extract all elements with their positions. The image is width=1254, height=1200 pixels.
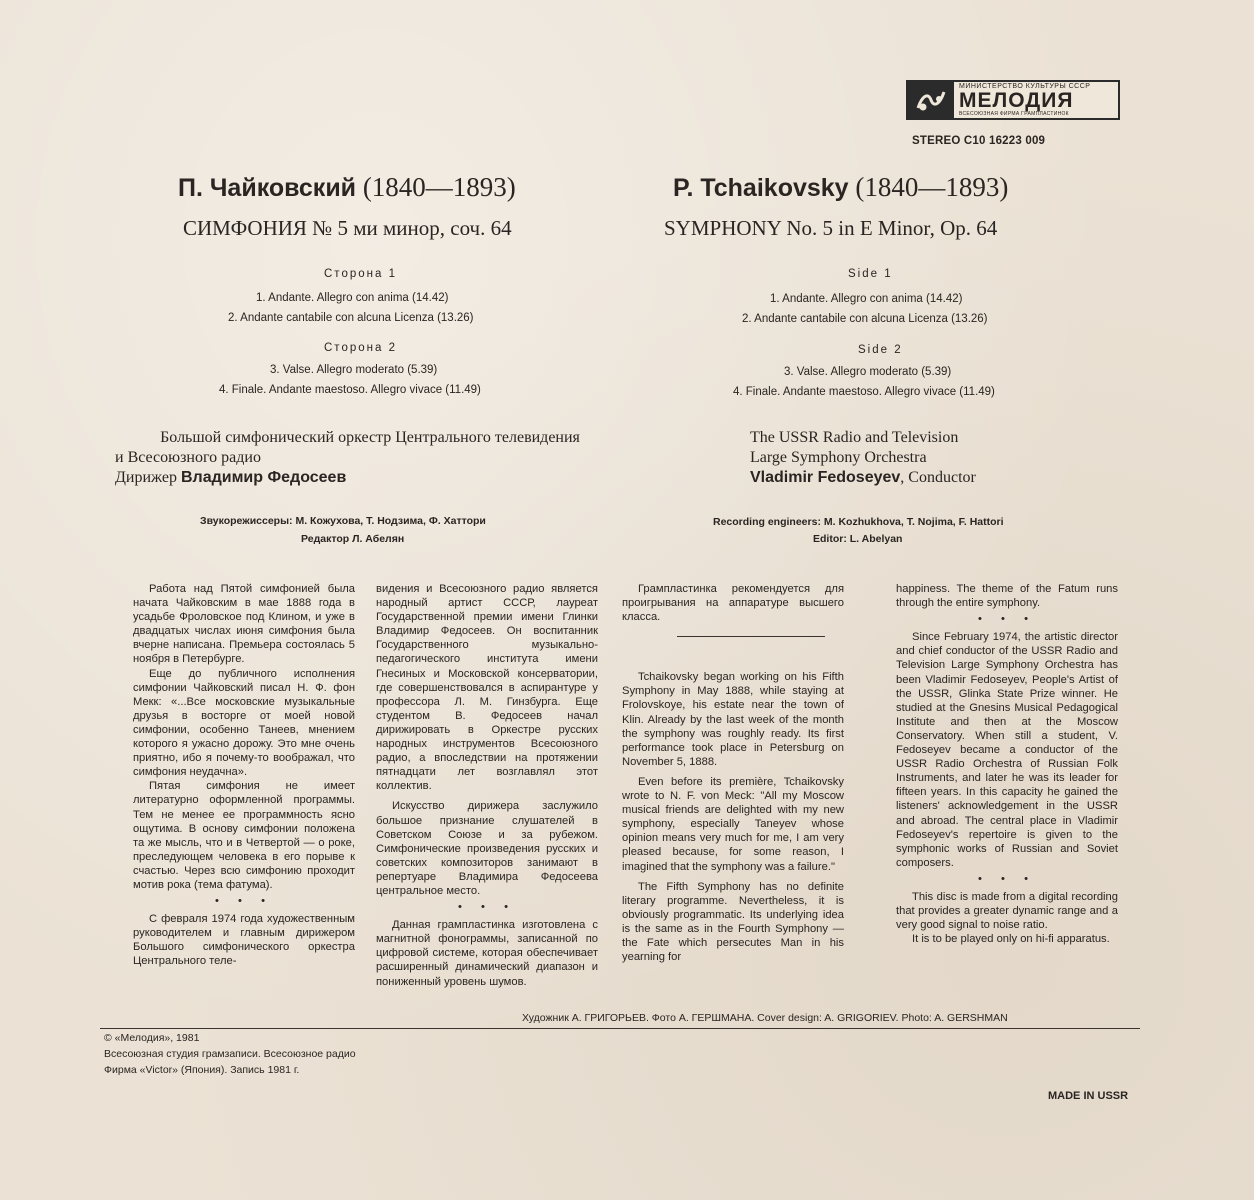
notes-column-3 — [622, 582, 844, 964]
ru-track-1: 1. Andante. Allegro con anima (14.42) — [256, 292, 449, 304]
en-track-3: 3. Valse. Allegro moderato (5.39) — [784, 366, 952, 378]
en-track-4: 4. Finale. Andante maestoso. Allegro vivace (11.49) — [733, 386, 995, 398]
logo-ministry: МИНИСТЕРСТВО КУЛЬТУРЫ СССР — [959, 83, 1091, 90]
en-orchestra-line1: The USSR Radio and Television — [750, 429, 959, 446]
footer-studio: Всесоюзная студия грамзаписи. Всесоюзное радио — [104, 1048, 356, 1060]
en-orchestra-line2: Large Symphony Orchestra — [750, 449, 927, 466]
separator-dots: • • • — [978, 872, 1036, 885]
en-engineers-label: Recording engineers: — [713, 516, 821, 528]
notes-paragraph: Even before its première, Tchaikovsky wrote to N. F. von Meck: "All my Moscow musical friends are delighted with my new symphony, especially Taneyev whose opinion means very much for me, I am very pleased because, for some reason, I imagined that the symphony was a failure." — [622, 775, 844, 873]
ru-work-title: СИМФОНИЯ № 5 ми минор, соч. 64 — [183, 216, 512, 240]
en-conductor-name: Vladimir Fedoseyev — [750, 469, 901, 486]
notes-paragraph: Искусство дирижера заслужило большое признание слушателей в Советском Союзе и за рубежом. Симфонические произведения русских и советских композиторов занимают в репертуаре Владимира Федосеева центральное место. — [376, 800, 598, 897]
en-side1-title: Side 1 — [848, 268, 893, 280]
notes-paragraph: This disc is made from a digital recording that provides a greater dynamic range and a very good signal to noise ratio. — [896, 890, 1118, 932]
ru-engineers: Звукорежиссеры: М. Кожухова, Т. Нодзима, Ф. Хаттори — [200, 515, 486, 527]
en-editor-label: Editor: — [813, 533, 847, 545]
logo-name: МЕЛОДИЯ — [959, 89, 1074, 112]
notes-paragraph: Tchaikovsky began working on his Fifth Symphony in May 1888, while staying at Frolovskoye, his estate near the town of Klin. Already by the last week of the month the symphony was roughly ready. Its first performance took place in Petersburg on November 5, 1888. — [622, 671, 844, 768]
en-editor — [813, 533, 902, 545]
made-in-label: MADE IN USSR — [1048, 1090, 1129, 1102]
ru-orchestra — [100, 428, 640, 488]
ru-side2-title: Сторона 2 — [324, 342, 397, 354]
en-orchestra — [750, 428, 976, 488]
divider-rule — [677, 636, 825, 637]
footer-divider — [100, 1028, 1140, 1029]
notes-paragraph: Грампластинка рекомендуется для проигрывания на аппаратуре высшего класса. — [622, 583, 844, 624]
separator-dots: • • • — [215, 895, 273, 908]
ru-track-4: 4. Finale. Andante maestoso. Allegro vivace (11.49) — [219, 384, 481, 396]
separator-dots: • • • — [978, 613, 1036, 626]
notes-paragraph: The Fifth Symphony has no definite literary programme. Nevertheless, it is obviously programmatic. Its underlying idea is the same as in the Fourth Symphony — the Fate which persecutes Man in his yearning for — [622, 880, 844, 964]
ru-conductor-name: Владимир Федосеев — [180, 469, 347, 486]
notes-paragraph: happiness. The theme of the Fatum runs through the entire symphony. — [896, 583, 1118, 610]
notes-paragraph: Данная грампластинка изготовлена с магнитной фонограммы, записанной по цифровой системе, которая обеспечивает расширенный динамический диапазон и пониженный уровень шумов. — [376, 919, 598, 988]
ru-editor: Редактор Л. Абелян — [301, 533, 405, 545]
en-track-2: 2. Andante cantabile con alcuna Licenza (13.26) — [742, 313, 988, 325]
ru-orchestra-line2: и Всесоюзного радио — [115, 449, 261, 466]
notes-column-4 — [896, 582, 1118, 946]
en-years: (1840—1893) — [855, 172, 1009, 202]
artist-credit: Художник А. ГРИГОРЬЕВ. Фото А. ГЕРШМАНА. Cover design: A. GRIGORIEV. Photo: A. GERSHMAN — [522, 1012, 1008, 1024]
en-engineers — [713, 516, 1004, 528]
notes-paragraph: Пятая симфония не имеет литературно оформленной программы. Тем не менее ее программность ясно ощутима. В основу симфонии положена та же мысль, что и в Четвертой — о роке, преследующем человека в его порыве к счастью. Через всю симфонию проходит мотив рока (тема фатума). — [133, 780, 355, 891]
notes-column-2 — [376, 582, 598, 989]
en-track-1: 1. Andante. Allegro con anima (14.42) — [770, 293, 963, 305]
en-composer: P. Tchaikovsky — [673, 174, 849, 202]
notes-paragraph: Еще до публичного исполнения симфонии Чайковский писал Н. Ф. фон Мекк: «...Все московские музыкальные друзья в восторге от моей новой симфонии, особенно Танеев, мнением которого я ужасно дорожу. Это мне очень приятно, ибо я почему-то воображал, что симфония неудачна». — [133, 667, 355, 779]
ru-conductor-label: Дирижер — [115, 469, 177, 486]
notes-paragraph: It is to be played only on hi-fi apparatus. — [912, 933, 1110, 946]
ru-composer: П. Чайковский — [178, 174, 357, 202]
en-work-title: SYMPHONY No. 5 in E Minor, Op. 64 — [664, 216, 998, 240]
notes-column-1 — [133, 582, 355, 969]
ru-orchestra-line1: Большой симфонический оркестр Центрального телевидения — [160, 429, 580, 446]
notes-paragraph: С февраля 1974 года художественным руководителем и главным дирижером Большого симфонического оркестра Центрального теле- — [133, 913, 355, 968]
melodiya-note-icon — [908, 82, 954, 118]
logo-subline: ВСЕСОЮЗНАЯ ФИРМА ГРАМПЛАСТИНОК — [959, 111, 1069, 117]
catalog-number: STEREO С10 16223 009 — [912, 135, 1046, 147]
separator-dots: • • • — [458, 901, 516, 914]
en-conductor — [750, 468, 976, 488]
notes-paragraph: Работа над Пятой симфонией была начата Чайковским в мае 1888 года в усадьбе Фроловское под Клином, и уже в двадцатых числах июня симфония была вчерне написана. Премьера состоялась 5 ноября в Петербурге. — [133, 583, 355, 666]
footer-firm: Фирма «Victor» (Япония). Запись 1981 г. — [104, 1064, 300, 1076]
en-composer-heading — [673, 172, 1008, 203]
footer-copyright: © «Мелодия», 1981 — [104, 1032, 200, 1044]
en-conductor-role: , Conductor — [900, 469, 976, 486]
ru-track-3: 3. Valse. Allegro moderato (5.39) — [270, 364, 438, 376]
ru-side1-title: Сторона 1 — [324, 268, 397, 280]
ru-conductor — [100, 468, 640, 488]
en-engineers-names: M. Kozhukhova, T. Nojima, F. Hattori — [823, 516, 1004, 528]
notes-paragraph: видения и Всесоюзного радио является народный артист СССР, лауреат Государственной премии имени Глинки Владимир Федосеев. Он воспитанник Государственного музыкально-педагогического института имени Гнесиных и Московской консерватории, где совершенствовался в аспирантуре у профессора Л. М. Гинзбурга. Еще студентом В. Федосеев начал дирижировать в Оркестре русских народных инструментов Всесоюзного радио, а впоследствии на протяжении пятнадцати лет возглавлял этот коллектив. — [376, 583, 598, 793]
notes-paragraph: Since February 1974, the artistic director and chief conductor of the USSR Radio and Television Large Symphony Orchestra has been Vladimir Fedoseyev, People's Artist of the USSR, Glinka State Prize winner. He studied at the Gnesins Musical Pedagogical Institute and then at the Moscow Conservatory. When still a student, V. Fedoseyev became a conductor of the USSR Radio Orchestra of Russian Folk Instruments, and later he was its leader for fifteen years. In this capacity he gained the listeners' acknowledgement in the USSR and abroad. The central place in Vladimir Fedoseyev's repertoire is given to the symphonic works of Russian and Soviet composers. — [896, 631, 1118, 869]
ru-years: (1840—1893) — [362, 172, 516, 202]
melodiya-logo — [906, 80, 1120, 120]
en-editor-name: L. Abelyan — [849, 533, 903, 545]
en-side2-title: Side 2 — [858, 344, 903, 356]
ru-track-2: 2. Andante cantabile con alcuna Licenza (13.26) — [228, 312, 474, 324]
ru-composer-heading — [178, 172, 516, 203]
